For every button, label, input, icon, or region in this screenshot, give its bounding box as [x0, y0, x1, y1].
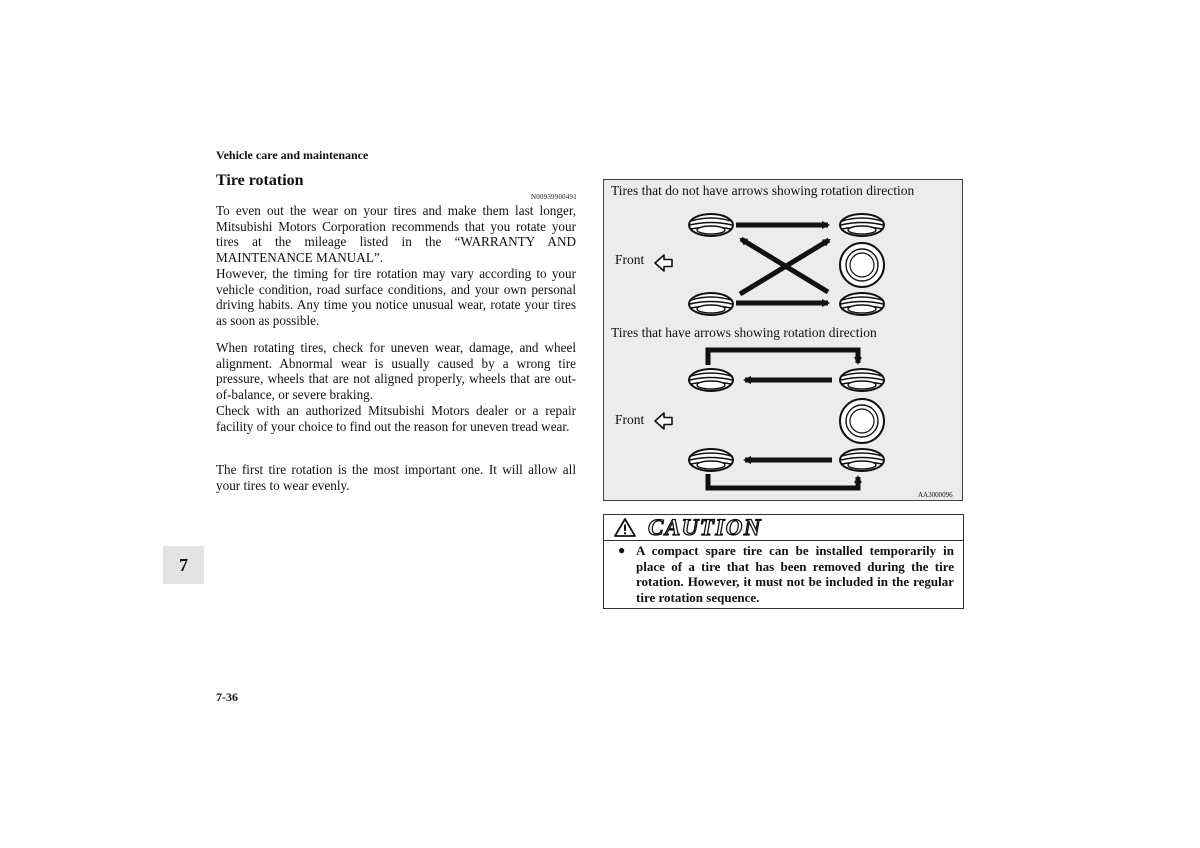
tire-rear-right-icon [840, 449, 884, 471]
page-number: 7-36 [216, 690, 238, 704]
front-label: Front [615, 412, 645, 427]
tire-front-right-icon [840, 369, 884, 391]
front-arrow-icon [655, 413, 672, 429]
caution-item [618, 543, 954, 606]
paragraph-first-rotation: The first tire rotation is the most important one. It will allow all your tires to wear evenly. [216, 462, 576, 493]
figure-caption-no-arrows: Tires that do not have arrows showing rotation direction [611, 183, 915, 198]
paragraph-check-wear: When rotating tires, check for uneven wear, damage, and wheel alignment. Abnormal wear is usually caused by a wrong tire pressure, wheels that are not aligned properly, wheels that are out-of-balance, or severe braking. [216, 340, 576, 403]
page-title: Tire rotation [216, 172, 304, 189]
bullet-icon: ● [618, 543, 626, 557]
tire-rotation-diagram [604, 180, 964, 502]
front-arrow-icon [655, 255, 672, 271]
body-paragraph-group-2 [216, 340, 576, 434]
tire-front-right-icon [840, 214, 884, 236]
tire-front-left-icon [689, 214, 733, 236]
document-code: N00939900491 [531, 193, 577, 201]
paragraph-rotation-timing: However, the timing for tire rotation may vary according to your vehicle condition, road surface conditions, and your own personal driving habits. Any time you notice unusual wear, rotate your tires as soon as possible. [216, 265, 576, 328]
tire-rotation-figure [603, 179, 963, 501]
caution-box [603, 514, 964, 609]
spare-tire-icon [840, 243, 884, 287]
body-paragraph-group-3 [216, 462, 576, 493]
paragraph-dealer-check: Check with an authorized Mitsubishi Motors dealer or a repair facility of your choice to find out the reason for uneven tread wear. [216, 402, 576, 434]
body-paragraph-group-1 [216, 203, 576, 329]
caution-title: CAUTION [648, 515, 763, 540]
section-header: Vehicle care and maintenance [216, 148, 369, 162]
tire-rear-left-icon [689, 293, 733, 315]
tire-front-left-icon [689, 369, 733, 391]
figure-code: AA3000096 [918, 491, 953, 499]
tire-rear-left-icon [689, 449, 733, 471]
figure-caption-arrows: Tires that have arrows showing rotation direction [611, 325, 877, 340]
front-label: Front [615, 252, 645, 267]
tire-rear-right-icon [840, 293, 884, 315]
spare-tire-icon [840, 399, 884, 443]
chapter-tab[interactable]: 7 [163, 546, 204, 584]
caution-header [604, 515, 963, 541]
warning-triangle-icon [614, 518, 636, 537]
caution-text: A compact spare tire can be installed temporarily in place of a tire that has been removed during the tire rotation. However, it must not be included in the regular tire rotation sequence. [636, 543, 954, 606]
paragraph-rotation-intro: To even out the wear on your tires and make them last longer, Mitsubishi Motors Corporation recommends that you rotate your tires at the mileage listed in the “WARRANTY AND MAINTENANCE MANUAL”. [216, 203, 576, 266]
